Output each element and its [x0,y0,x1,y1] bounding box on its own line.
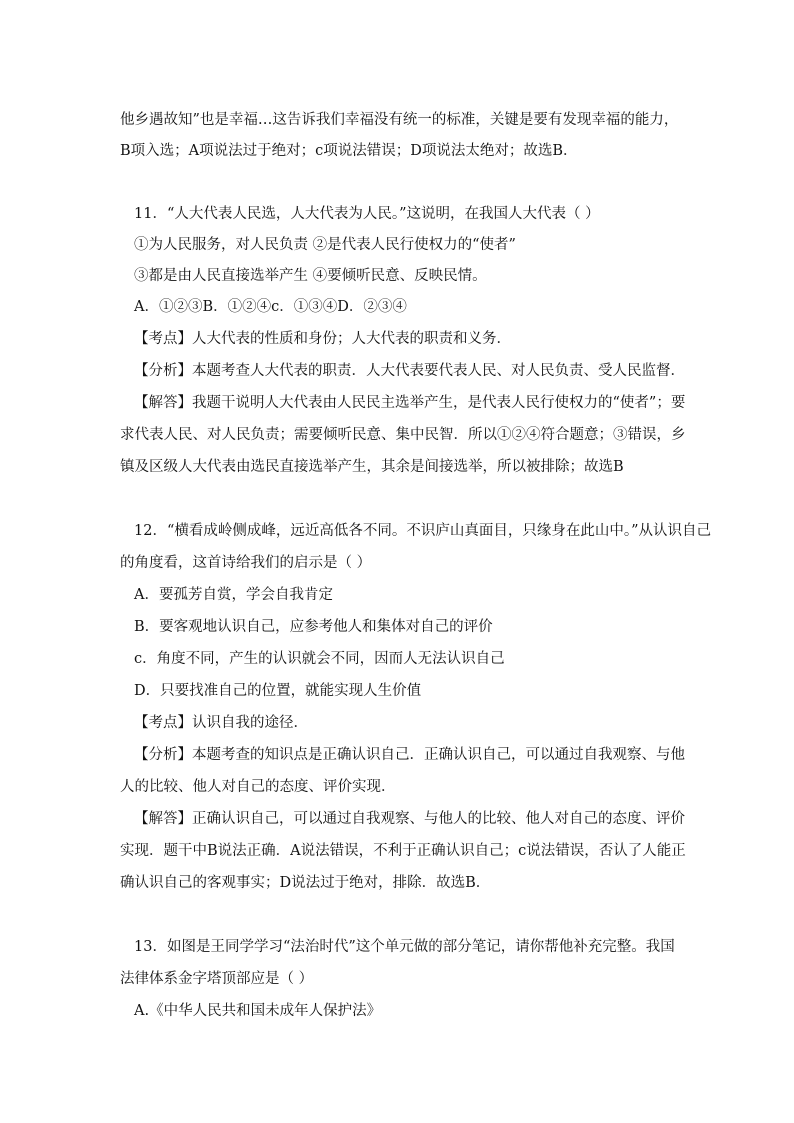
text-line: B项入选；A项说法过于绝对；c项说法错误；D项说法太绝对；故选B． [120,143,578,159]
question-11-statement: ③都是由人民直接选举产生 ④要倾听民意、反映民情。 [134,268,487,284]
text-line: 他乡遇故知”也是幸福…这告诉我们幸福没有统一的标准，关键是要有发现幸福的能力， [120,112,679,128]
question-11-answer: 镇及区级人大代表由选民直接选举产生，其余是间接选举，所以被排除；故选B [120,459,624,475]
question-12-option-a: A．要孤芳自赏，学会自我肯定 [134,587,333,603]
question-12-stem: 12．“横看成岭侧成峰，远近高低各不同。不识庐山真面目，只缘身在此山中。”从认识自己 [134,523,712,539]
question-12-option-d: D．只要找准自己的位置，就能实现人生价值 [134,683,422,699]
question-11-statement: ①为人民服务，对人民负责 ②是代表人民行使权力的“使者” [134,237,516,253]
question-11-answer: 【解答】我题干说明人大代表由人民民主选举产生，是代表人民行使权力的“使者”；要 [134,395,686,411]
question-13-stem: 法律体系金字塔顶部应是（ ） [120,971,314,987]
question-13-option-a: A.《中华人民共和国未成年人保护法》 [134,1003,382,1019]
question-12-analysis: 【分析】本题考查的知识点是正确认识自己．正确认识自己，可以通过自我观察、与他 [134,747,685,763]
question-12-option-b: B．要客观地认识自己，应参考他人和集体对自己的评价 [134,619,493,635]
question-12-analysis: 人的比较、他人对自己的态度、评价实现． [120,779,396,795]
question-12-option-c: c．角度不同，产生的认识就会不同，因而人无法认识自己 [134,651,505,667]
question-12-stem: 的角度看，这首诗给我们的启示是（ ） [120,555,372,571]
question-12-answer: 【解答】正确认识自己，可以通过自我观察、与他人的比较、他人对自己的态度、评价 [134,811,685,827]
question-12-answer: 确认识自己的客观事实；D说法过于绝对，排除．故选B． [120,875,491,891]
question-11-kaodian: 【考点】人大代表的性质和身份；人大代表的职责和义务． [134,331,511,347]
question-11-answer: 求代表人民、对人民负责；需要倾听民意、集中民智．所以①②④符合题意；③错误，乡 [120,427,686,443]
question-11-stem: 11．“人大代表人民选，人大代表为人民。”这说明，在我国人大代表（ ） [134,206,600,222]
question-13-stem: 13．如图是王同学学习“法治时代”这个单元做的部分笔记，请你帮他补充完整。我国 [134,939,675,955]
question-11-analysis: 【分析】本题考查人大代表的职责．人大代表要代表人民、对人民负责、受人民监督． [134,363,685,379]
question-12-answer: 实现．题干中B说法正确．A说法错误，不利于正确认识自己；c说法错误，否认了人能正 [120,843,686,859]
question-12-kaodian: 【考点】认识自我的途径． [134,715,308,731]
question-11-options: A．①②③B．①②④c．①③④D．②③④ [134,299,407,315]
